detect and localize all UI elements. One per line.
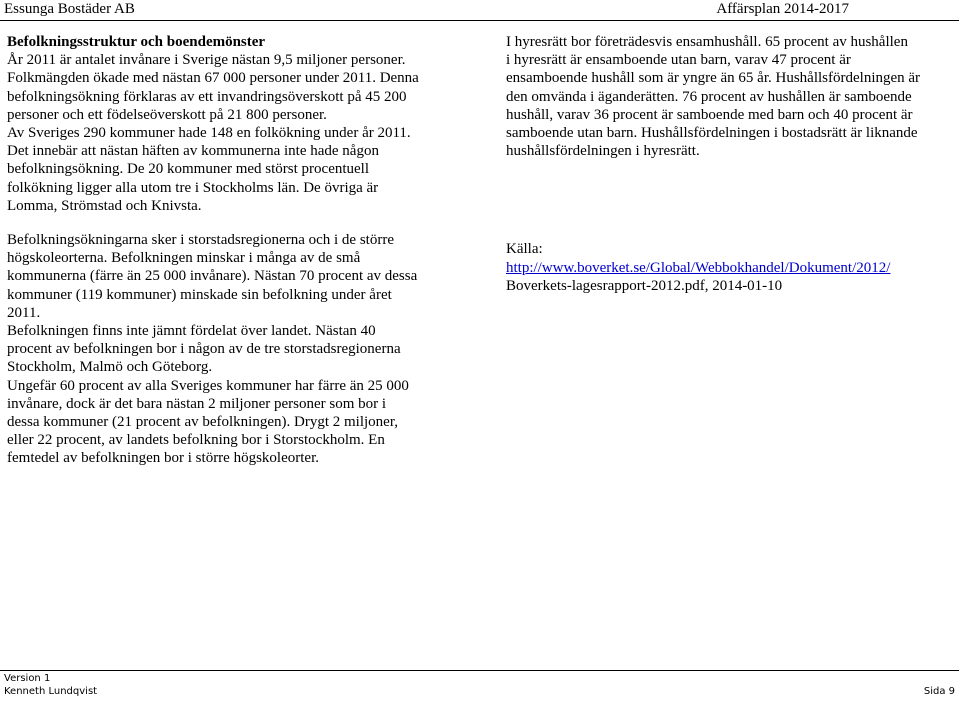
text-line: ensamboende hushåll som är yngre än 65 år. Hushållsfördelningen är <box>506 70 921 87</box>
text-line: befolkningsökning förklaras av ett invandringsöverskott på 45 200 <box>7 88 407 105</box>
text-line: Av Sveriges 290 kommuner hade 148 en folkökning under år 2011. <box>7 125 411 142</box>
text-line: Befolkningsökningarna sker i storstadsregionerna och i de större <box>7 232 394 249</box>
text-line: I hyresrätt bor företrädesvis ensamhushåll. 65 procent av hushållen <box>506 34 908 50</box>
text-line: Lomma, Strömstad och Knivsta. <box>7 197 202 214</box>
text-line: kommuner (119 kommuner) minskade sin befolkning under året <box>7 286 392 303</box>
footer-version: Version 1 <box>4 673 51 684</box>
text-line: Ungefär 60 procent av alla Sveriges kommuner har färre än 25 000 <box>7 377 409 394</box>
header-company: Essunga Bostäder AB <box>4 1 135 17</box>
source-label: Källa: <box>506 241 543 258</box>
text-line: hushållsfördelningen i hyresrätt. <box>506 143 700 160</box>
header-document-title: Affärsplan 2014-2017 <box>716 1 849 17</box>
page-header <box>0 0 959 22</box>
text-line: femtedel av befolkningen bor i större högskoleorter. <box>7 450 319 467</box>
text-line: hushåll, varav 36 procent är samboende med barn och 40 procent är <box>506 106 913 123</box>
source-file: Boverkets-lagesrapport-2012.pdf, 2014-01-10 <box>506 277 783 294</box>
text-line: invånare, dock är det bara nästan 2 miljoner personer som bor i <box>7 395 387 412</box>
source-link[interactable]: http://www.boverket.se/Global/Webbokhandel/Dokument/2012/ <box>506 259 891 276</box>
text-line: befolkningsökning. De 20 kommuner med störst procentuell <box>7 161 370 178</box>
distribution-paragraph <box>7 231 487 468</box>
source-block <box>506 240 946 295</box>
text-line: Det innebär att nästan häften av kommunerna inte hade någon <box>7 143 379 160</box>
intro-paragraph <box>7 51 487 215</box>
footer-divider <box>0 670 959 671</box>
header-divider <box>0 20 959 21</box>
text-line: kommunerna (färre än 25 000 invånare). Nästan 70 procent av dessa <box>7 268 418 285</box>
left-column <box>7 33 487 468</box>
paragraph-gap <box>7 215 487 231</box>
text-line: dessa kommuner (21 procent av befolkningen). Drygt 2 miljoner, <box>7 414 398 431</box>
text-line: högskoleorterna. Befolkningen minskar i många av de små <box>7 250 361 267</box>
text-line: År 2011 är antalet invånare i Sverige nästan 9,5 miljoner personer. <box>7 52 406 69</box>
text-line: 2011. <box>7 304 41 321</box>
text-line: Stockholm, Malmö och Göteborg. <box>7 359 213 376</box>
footer-author: Kenneth Lundqvist <box>4 686 98 697</box>
text-line: i hyresrätt är ensamboende utan barn, varav 47 procent är <box>506 52 851 69</box>
household-paragraph <box>506 33 946 160</box>
text-line: Folkmängden ökade med nästan 67 000 personer under 2011. Denna <box>7 70 419 87</box>
text-line: procent av befolkningen bor i någon av de tre storstadsregionerna <box>7 341 401 358</box>
text-line: den omvända i äganderätten. 76 procent av hushållen är samboende <box>506 88 912 105</box>
text-line: folkökning ligger alla utom tre i Stockholms län. De övriga är <box>7 179 379 196</box>
text-line: eller 22 procent, av landets befolkning bor i Storstockholm. En <box>7 432 385 449</box>
right-column <box>506 33 946 295</box>
text-line: personer och ett födelseöverskott på 21 800 personer. <box>7 106 327 123</box>
text-line: samboende utan barn. Hushållsfördelningen i bostadsrätt är liknande <box>506 125 918 142</box>
paragraph-gap <box>506 160 946 240</box>
text-line: Befolkningen finns inte jämnt fördelat över landet. Nästan 40 <box>7 323 376 340</box>
footer-page-number: Sida 9 <box>923 686 955 697</box>
section-heading: Befolkningsstruktur och boendemönster <box>7 34 266 50</box>
